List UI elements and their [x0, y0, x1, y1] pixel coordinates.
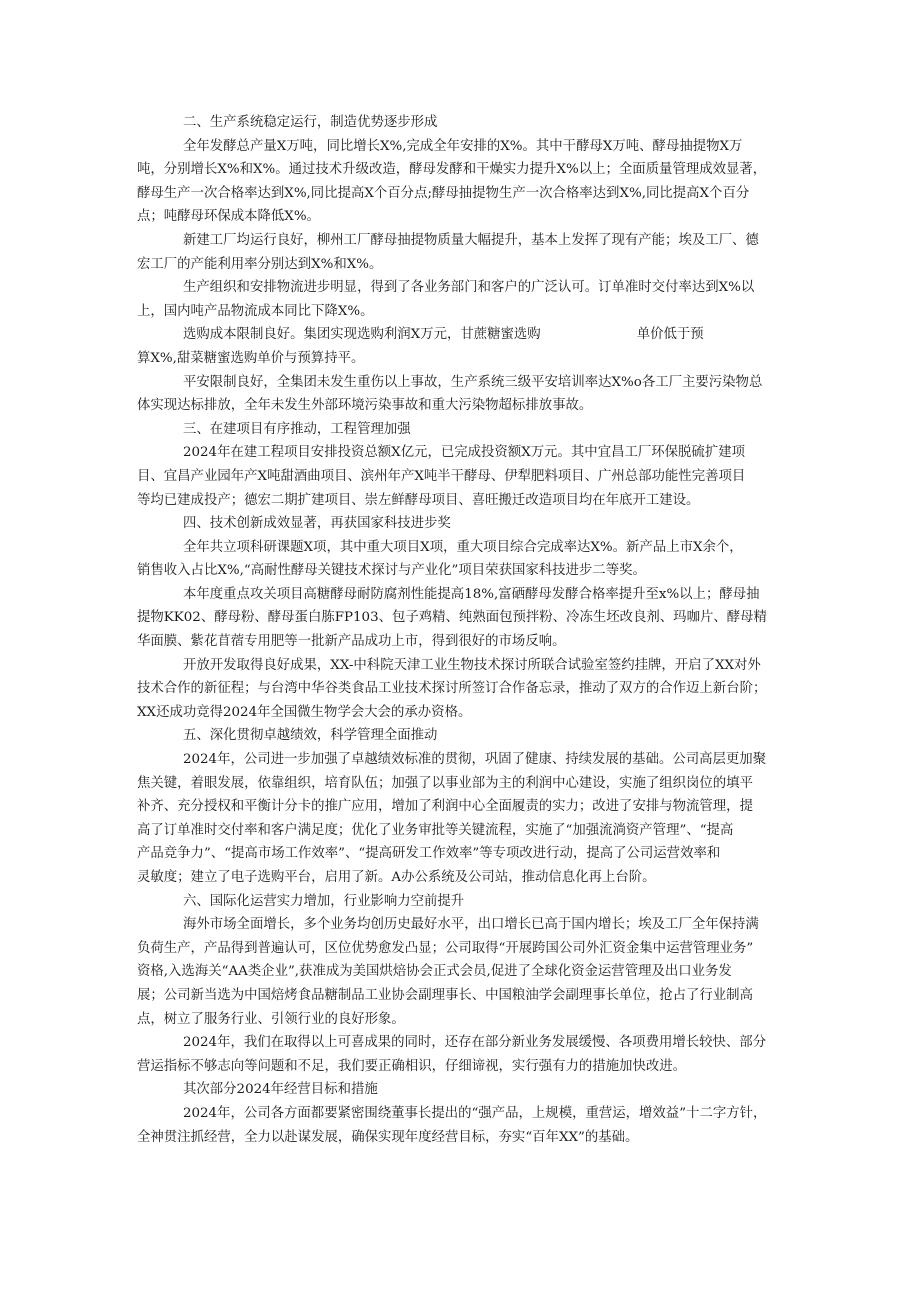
text-line-content: 全神贯注抓经营，全力以赴谋发展，确保实现年度经营目标，夯实“百年XX”的基础。 — [137, 1129, 639, 1145]
text-line-content: 四、技术创新成效显著，再获国家科技进步奖 — [183, 516, 451, 532]
text-line-content: 销售收入占比X%,“高耐性酵母关键技术探讨与产业化”项目荣获国家科技进步二等奖。 — [137, 563, 646, 579]
text-line — [137, 819, 787, 843]
text-line — [137, 654, 787, 678]
text-line-content: 其次部分2024年经营目标和措施 — [183, 1082, 378, 1098]
text-line-content: 技术合作的新征程；与台湾中华谷类食品工业技术探讨所签订合作备忘录，推动了双方的合作迈上新台阶； — [137, 681, 767, 697]
text-line-content: 高了订单准时交付率和客户满足度；优化了业务审批等关键流程，实施了“加强流淌资产管理”、“提高 — [137, 822, 734, 838]
text-line-content: 华面膜、紫花苜蓿专用肥等一批新产品成功上市，得到很好的市场反响。 — [137, 634, 566, 650]
text-line-content: 三、在建项目有序推动，工程管理加强 — [183, 421, 411, 437]
text-line — [137, 701, 787, 725]
text-line — [137, 984, 787, 1008]
text-line — [137, 300, 787, 324]
text-line — [137, 1102, 787, 1126]
text-line — [137, 1031, 787, 1055]
text-line-content: 宏工厂的产能利用率分别达到X%和X%。 — [137, 256, 383, 272]
text-line — [137, 842, 787, 866]
text-line-content: 上，国内吨产品物流成本同比下降X%。 — [137, 303, 374, 319]
text-line — [137, 512, 787, 536]
text-line — [137, 913, 787, 937]
text-line-content: 全年共立项科研课题X项，其中重大项目X项，重大项目综合完成率达X%。新产品上市X余个， — [183, 539, 743, 555]
text-line — [137, 724, 787, 748]
text-line-content: 生产组织和安排物流进步明显，得到了各业务部门和客户的广泛认可。订单准时交付率达到X%以 — [183, 280, 755, 296]
text-line — [137, 465, 787, 489]
text-line — [137, 1126, 787, 1150]
text-line-content: XX还成功竞得2024年全国微生物学会大会的承办资格。 — [137, 704, 472, 720]
text-line-content: 焦关键，着眼发展，依靠组织，培育队伍；加强了以事业部为主的利润中心建设，实施了组织岗位的填平 — [137, 775, 753, 791]
text-line — [137, 347, 787, 371]
text-line — [137, 606, 787, 630]
text-line — [137, 1055, 787, 1079]
text-line-content: 二、生产系统稳定运行，制造优势逐步形成 — [183, 115, 438, 130]
text-line — [137, 630, 787, 654]
document-body — [137, 111, 787, 1149]
text-line-content: 吨，分别增长X%和X%。通过技术升级改造，酵母发酵和干燥实力提升X%以上；全面质量管理成效显著， — [137, 162, 767, 178]
text-line — [137, 276, 787, 300]
text-line — [137, 748, 787, 772]
text-line — [137, 441, 787, 465]
text-line-content: 六、国际化运营实力增加，行业影响力空前提升 — [183, 893, 465, 909]
text-line-content: 海外市场全面增长，多个业务均创历史最好水平，出口增长已高于国内增长；埃及工厂全年保持满 — [183, 917, 759, 933]
text-line-content: 五、深化贯彻卓越绩效，科学管理全面推动 — [183, 728, 438, 744]
text-line — [137, 536, 787, 560]
text-line — [137, 253, 787, 277]
text-line-content: 点；吨酵母环保成本降低X%。 — [137, 209, 320, 225]
text-line-content: 开放开发取得良好成果，XX-中科院天津工业生物技术探讨所联合试验室签约挂牌，开启了XX对外 — [183, 657, 761, 673]
text-line — [137, 394, 787, 418]
text-line-content: 灵敏度；建立了电子选购平台，启用了新。A办公系统及公司站，推动信息化再上台阶。 — [137, 870, 656, 885]
text-line — [137, 371, 787, 395]
text-line — [137, 772, 787, 796]
text-line — [137, 182, 787, 206]
text-line — [137, 583, 787, 607]
text-line — [137, 489, 787, 513]
text-line — [137, 418, 787, 442]
text-line — [137, 890, 787, 914]
text-line-content: 算X%,甜菜糖蜜选购单价与预算持平。 — [137, 350, 365, 366]
text-line — [137, 677, 787, 701]
text-line — [137, 1078, 787, 1102]
text-line-content: 平安限制良好，全集团未发生重伤以上事故，生产系统三级平安培训率达X%o各工厂主要污染物总 — [183, 374, 763, 390]
text-line-content: 酵母生产一次合格率达到X%,同比提高X个百分点;酵母抽提物生产一次合格率达到X%,同比提高X个百分 — [137, 185, 750, 201]
text-line-content: 产品竞争力”、“提高市场工作效率”、“提高研发工作效率”等专项改进行动，提高了公司运营效率和 — [137, 846, 721, 862]
text-line-content: 2024年在建工程项目安排投资总额X亿元，已完成投资额X万元。其中宜昌工厂环保脱硫扩建项 — [183, 445, 745, 461]
text-line-content: 资格,入选海关“AA类企业”,获准成为美国烘焙协会正式会员,促进了全球化资金运营管理及出口业务发 — [137, 964, 732, 980]
text-line-content: 全年发酵总产量X万吨，同比增长X%,完成全年安排的X%。其中干酵母X万吨、酵母抽提物X万 — [183, 138, 743, 154]
text-line — [137, 323, 787, 347]
text-line-content: 等均已建成投产；德宏二期扩建项目、崇左鲜酵母项目、喜旺搬迁改造项目均在年底开工建设。 — [137, 492, 700, 508]
text-line-content: 2024年，公司各方面都要紧密围绕董事长提出的“强产品，上规模，重营运，增效益”十二字方针， — [183, 1105, 767, 1121]
text-line-content: 展；公司新当选为中国焙烤食品糖制品工业协会副理事长、中国粮油学会副理事长单位，抢占了行业制高 — [137, 987, 753, 1003]
text-line-content: 营运指标不够志向等问题和不足，我们要正确相识，仔细谛视，实行强有力的措施加快改进。 — [137, 1058, 687, 1074]
text-line-content: 新建工厂均运行良好，柳州工厂酵母抽提物质量大幅提升，基本上发挥了现有产能；埃及工厂、德 — [183, 232, 759, 248]
text-line — [137, 1008, 787, 1032]
text-line-tail: 单价低于预 — [636, 327, 704, 343]
text-line — [137, 960, 787, 984]
text-line-content: 目、宜昌产业园年产X吨甜酒曲项目、滨州年产X吨半干酵母、伊犁肥料项目、广州总部功能性完善项目 — [137, 468, 746, 484]
text-line-content: 2024年，公司进一步加强了卓越绩效标准的贯彻，巩固了健康、持续发展的基础。公司高层更加聚 — [183, 752, 767, 768]
text-line — [137, 135, 787, 159]
text-line-content: 本年度重点攻关项目高糖酵母耐防腐剂性能提高18%,富硒酵母发酵合格率提升至x%以上；酵母抽 — [183, 586, 760, 602]
text-line-content: 体实现达标排放，全年未发生外部环境污染事故和重大污染物超标排放事故。 — [137, 398, 593, 414]
text-line-content: 补齐、充分授权和平衡计分卡的推广应用，增加了利润中心全面履责的实力；改进了安排与物流管理，提 — [137, 799, 753, 815]
text-line — [137, 937, 787, 961]
text-line — [137, 795, 787, 819]
text-line — [137, 205, 787, 229]
text-line-content: 点，树立了服务行业、引领行业的良好形象。 — [137, 1011, 405, 1027]
text-line-content: 选购成本限制良好。集团实现选购利润X万元，甘蔗糖蜜选购 — [183, 327, 541, 343]
text-line-content: 2024年，我们在取得以上可喜成果的同时，还存在部分新业务发展缓慢、各项费用增长较快、部分 — [183, 1035, 767, 1051]
text-line — [137, 229, 787, 253]
text-line — [137, 559, 787, 583]
text-line-content: 提物KK02、酵母粉、酵母蛋白胨FP103、包子鸡精、纯熟面包预拌粉、冷冻生坯改良剂、玛咖片、酵母精 — [137, 610, 767, 626]
text-line — [137, 866, 787, 890]
text-line — [137, 111, 787, 135]
text-line-content: 负荷生产，产品得到普遍认可，区位优势愈发凸显；公司取得“开展跨国公司外汇资金集中运营管理业务” — [137, 940, 754, 956]
text-line — [137, 158, 787, 182]
